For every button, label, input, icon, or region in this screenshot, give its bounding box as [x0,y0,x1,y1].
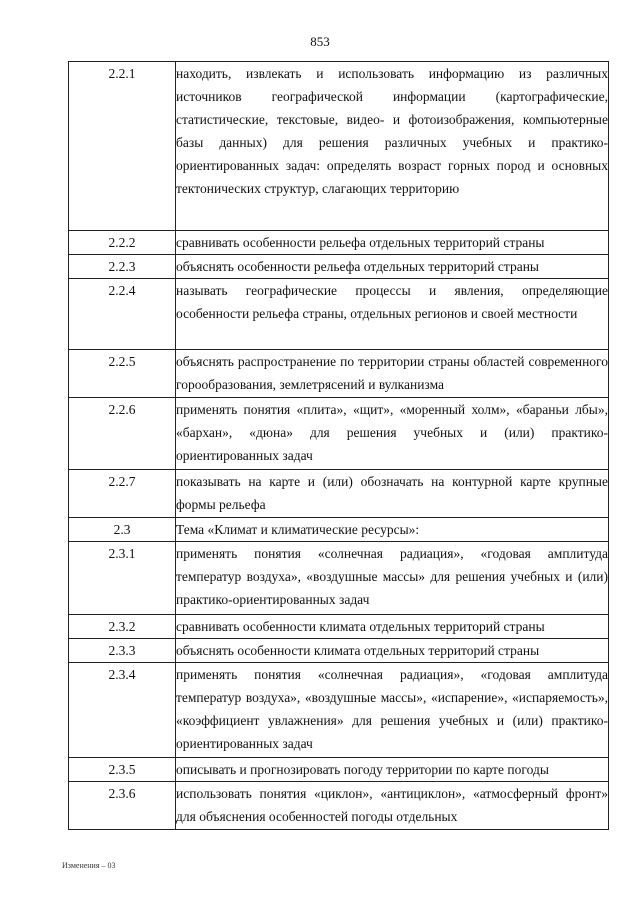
table-row [69,663,609,758]
row-code: 2.3.4 [69,663,176,758]
table-row [69,398,609,470]
table-row [69,615,609,639]
row-text-content: сравнивать особенности климата отдельных территорий страны [176,619,545,634]
row-text [176,470,609,518]
table-row [69,470,609,518]
row-text-content: применять понятия «солнечная радиация», «годовая амплитуда температур воздуха», «воздушные массы», «испарение», «испаряемость», «коэффициент увлажнения» для решения учебных и (или) практико-ориентированных задач [176,667,608,751]
row-text [176,279,609,350]
row-code: 2.3.6 [69,782,176,830]
row-text [176,518,609,542]
footer-revision: Изменения – 03 [62,861,116,870]
row-code: 2.3.1 [69,542,176,615]
row-text-content: называть географические процессы и явления, определяющие особенности рельефа страны, отдельных регионов и своей местности [176,283,608,321]
table-row [69,255,609,279]
row-text [176,542,609,615]
row-code: 2.2.2 [69,231,176,255]
table-row [69,279,609,350]
row-code: 2.2.1 [69,62,176,231]
table-row [69,782,609,830]
table-row [69,231,609,255]
row-text-content: применять понятия «солнечная радиация», «годовая амплитуда температур воздуха», «воздушные массы» для решения учебных и (или) практико-ориентированных задач [176,546,608,607]
row-text-content: использовать понятия «циклон», «антициклон», «атмосферный фронт» для объяснения особенностей погоды отдельных [176,786,608,824]
row-text-content: описывать и прогнозировать погоду территории по карте погоды [176,762,549,777]
row-code: 2.3.3 [69,639,176,663]
row-text [176,639,609,663]
table-row [69,758,609,782]
row-text-content: объяснять распространение по территории страны областей современного горообразования, землетрясений и вулканизма [176,354,608,392]
table-row [69,639,609,663]
row-text-content: Тема «Климат и климатические ресурсы»: [176,522,420,537]
requirements-table [68,61,609,830]
row-code: 2.2.3 [69,255,176,279]
row-text [176,663,609,758]
row-text [176,350,609,398]
row-text-content: находить, извлекать и использовать информацию из различных источников географической информации (картографические, статистические, текстовые, видео- и фотоизображения, компьютерные базы данных) для решения различных учебных и практико-ориентированных задач: определять возраст горных пород и основных тектонических структур, слагающих территорию [176,66,608,196]
row-text [176,398,609,470]
row-text-content: применять понятия «плита», «щит», «моренный холм», «бараньи лбы», «бархан», «дюна» для решения учебных и (или) практико-ориентированных задач [176,402,608,463]
table-row [69,542,609,615]
row-code: 2.2.5 [69,350,176,398]
row-text [176,62,609,231]
page-number: 853 [310,34,330,49]
row-code: 2.3 [69,518,176,542]
row-code: 2.3.5 [69,758,176,782]
row-text [176,255,609,279]
row-text-content: объяснять особенности климата отдельных территорий страны [176,643,540,658]
row-text [176,782,609,830]
table-row [69,518,609,542]
row-code: 2.3.2 [69,615,176,639]
row-text [176,758,609,782]
row-text [176,231,609,255]
table-row [69,350,609,398]
row-code: 2.2.4 [69,279,176,350]
row-code: 2.2.6 [69,398,176,470]
table-row [69,62,609,231]
row-text-content: сравнивать особенности рельефа отдельных территорий страны [176,235,545,250]
row-text [176,615,609,639]
row-text-content: показывать на карте и (или) обозначать на контурной карте крупные формы рельефа [176,474,608,512]
row-code: 2.2.7 [69,470,176,518]
row-text-content: объяснять особенности рельефа отдельных территорий страны [176,259,539,274]
